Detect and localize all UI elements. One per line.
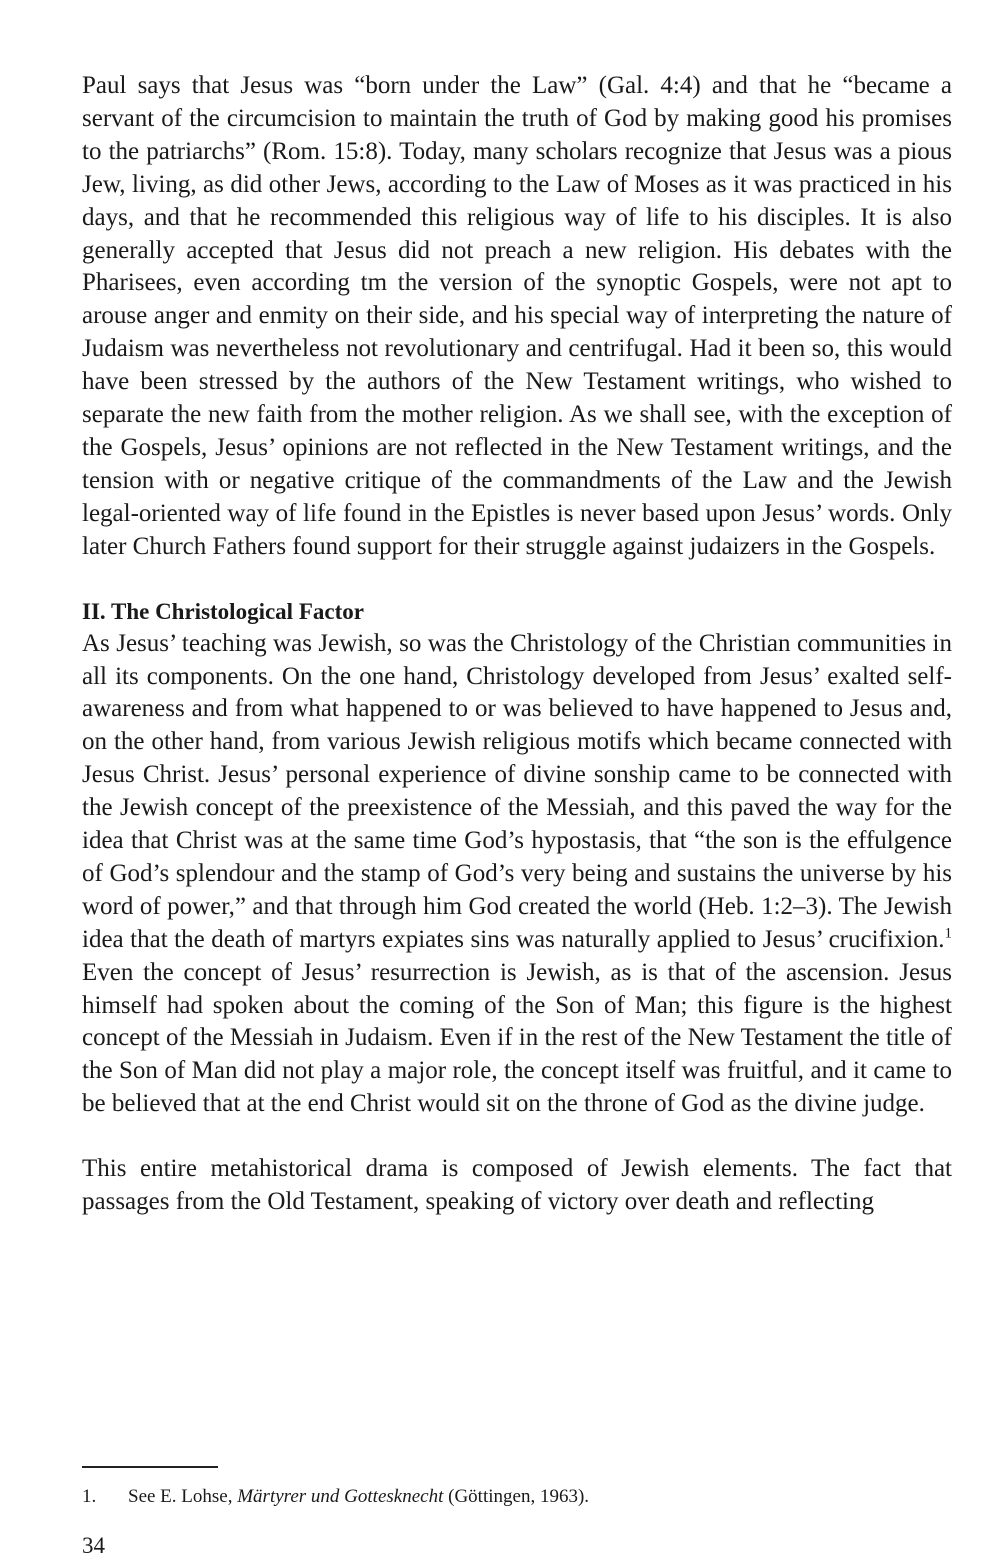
footnote-marker: 1	[944, 925, 952, 942]
page-body	[82, 70, 952, 1219]
paragraph-gap	[82, 564, 952, 596]
paragraph-3: This entire metahistorical drama is composed of Jewish elements. The fact that passages from the Old Testament, speaking of victory over death and reflecting	[82, 1155, 952, 1216]
paragraph-1: Paul says that Jesus was “born under the Law” (Gal. 4:4) and that he “became a servant of the circumcision to maintain the truth of God by making good his promises to the patriarchs” (Rom. 15:8). Today, many scholars recognize that Jesus was a pious Jew, living, as did other Jews, according to the Law of Moses as it was practiced in his days, and that he recommended this religious way of life to his disciples. It is also generally accepted that Jesus did not preach a new religion. His debates with the Pharisees, even according tm the version of the synoptic Gospels, were not apt to arouse anger and enmity on their side, and his special way of interpreting the nature of Judaism was nevertheless not revolutionary and centrifugal. Had it been so, this would have been stressed by the authors of the New Testament writings, who wished to separate the new faith from the mother religion. As we shall see, with the exception of the Gospels, Jesus’ opinions are not reflected in the New Testament writings, and the tension with or negative critique of the commandments of the Law and the Jewish legal-oriented way of life found in the Epistles is never based upon Jesus’ words. Only later Church Fathers found support for their struggle against judaizers in the Gospels.	[82, 72, 952, 560]
footnote-number: 1.	[82, 1486, 97, 1507]
footnote	[82, 1485, 952, 1509]
footnote-text-after: (Göttingen, 1963).	[443, 1486, 590, 1507]
paragraph-2-part-1: As Jesus’ teaching was Jewish, so was the Christology of the Christian communities in all its components. On the one hand, Christology developed from Jesus’ exalted self-awareness and from what happened to or was believed to have happened to Jesus and, on the other hand, from various Jewish religious motifs which became connected with Jesus Christ. Jesus’ personal experience of divine sonship came to be connected with the Jewish concept of the preexistence of the Messiah, and this paved the way for the idea that Christ was at the same time God’s hypostasis, that “the son is the effulgence of God’s splendour and the stamp of God’s very being and sustains the universe by his word of power,” and that through him God created the world (Heb. 1:2–3). The Jewish idea that the death of martyrs expiates sins was naturally applied to Jesus’ crucifixion.	[82, 629, 952, 953]
paragraph-2	[82, 628, 952, 1122]
page-number: 34	[82, 1533, 105, 1558]
paragraph-gap	[82, 1121, 952, 1153]
footnote-rule	[82, 1466, 218, 1468]
footnote-book-title: Märtyrer und Gottesknecht	[237, 1486, 444, 1507]
paragraph-2-part-2: Even the concept of Jesus’ resurrection is Jewish, as is that of the ascension. Jesus himself had spoken about the coming of the Son of Man; this figure is the highest concept of the Messiah in Judaism. Even if in the rest of the New Testament the title of the Son of Man did not play a major role, the concept itself was fruitful, and it came to be believed that at the end Christ would sit on the throne of God as the divine judge.	[82, 958, 952, 1118]
section-heading: II. The Christological Factor	[82, 598, 364, 624]
footnote-text-before: See E. Lohse,	[128, 1486, 238, 1507]
